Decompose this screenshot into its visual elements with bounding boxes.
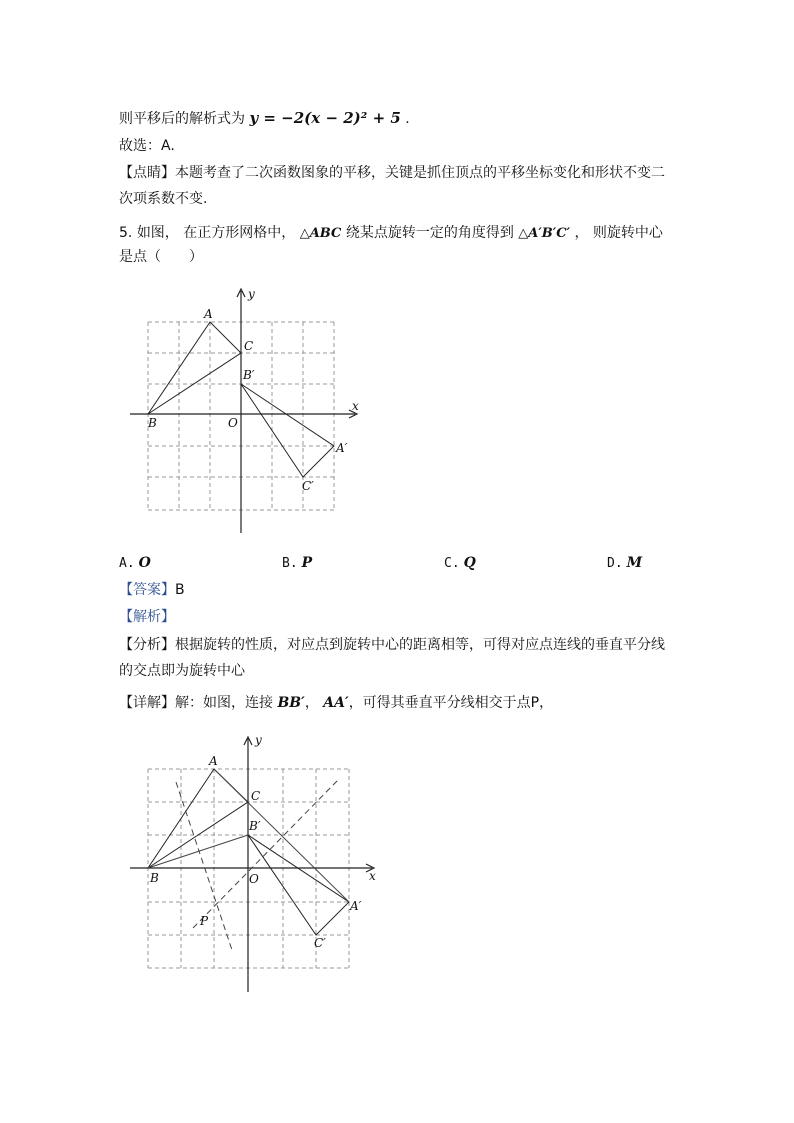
segment-bb1 xyxy=(148,835,248,868)
fig2-point-p: P xyxy=(200,914,209,928)
answer-line xyxy=(119,580,185,600)
prev-result-prefix: 则平移后的解析式为 xyxy=(119,111,245,127)
analysis-text-1: 根据旋转的性质，对应点到旋转中心的距离相等，可得对应点连线的垂直平分线 xyxy=(175,637,665,653)
question-text-c: ， 则旋转中心 xyxy=(574,225,663,241)
fig1-point-b: B xyxy=(148,416,157,430)
option-c-value: Q xyxy=(463,555,476,571)
option-d[interactable]: D. M xyxy=(607,555,643,571)
question-triangle-2: △A′B′C′ xyxy=(518,226,570,241)
triangle-abc-2 xyxy=(148,769,248,868)
fig2-point-b1: B′ xyxy=(249,819,261,833)
fig1-x-label: x xyxy=(352,399,359,413)
fig2-origin-label: O xyxy=(249,872,259,886)
question-number: 5. xyxy=(119,225,133,241)
answer-value: B xyxy=(175,582,185,598)
fig2-y-label: y xyxy=(255,733,262,747)
prev-comment-line2: 次项系数不变. xyxy=(119,191,208,207)
option-b-value: P xyxy=(301,555,313,571)
fig1-point-a1: A′ xyxy=(336,441,348,455)
question-text-b: 绕某点旋转一定的角度得到 xyxy=(345,225,514,241)
question-triangle-1: △ABC xyxy=(299,226,342,241)
option-d-value: M xyxy=(626,555,643,571)
fig2-point-a1: A′ xyxy=(350,899,362,913)
detail-text-b: ，可得其垂直平分线相交于点P， xyxy=(348,695,554,711)
option-b[interactable]: B. P xyxy=(282,555,313,571)
analysis-line1 xyxy=(119,635,665,655)
prev-result-line xyxy=(119,108,410,129)
prev-result-suffix: . xyxy=(405,111,410,127)
fig2-point-c: C xyxy=(251,789,261,803)
question-figure xyxy=(125,283,365,538)
option-a-value: O xyxy=(138,555,151,571)
fig1-point-c: C xyxy=(244,339,254,353)
prev-choice-line: 故选：A. xyxy=(119,138,175,154)
answer-tag: 【答案】 xyxy=(119,582,175,598)
fig1-origin-label: O xyxy=(228,416,238,430)
fig2-point-a: A xyxy=(209,754,218,768)
triangle-a1b1c1 xyxy=(241,384,334,477)
figure2-axes xyxy=(130,737,374,992)
analysis-heading: 【解析】 xyxy=(119,609,175,625)
triangle-abc xyxy=(148,322,241,414)
analysis-line2: 的交点即为旋转中心 xyxy=(119,663,245,679)
prev-formula: y = −2(x − 2)² + 5 xyxy=(249,109,401,127)
question-line2: 是点（ ） xyxy=(119,249,203,265)
figure1-axes xyxy=(130,289,357,533)
option-c[interactable]: C. Q xyxy=(444,555,476,571)
fig2-point-c1: C′ xyxy=(314,936,326,950)
triangle-a1b1c1-2 xyxy=(248,835,349,935)
fig1-y-label: y xyxy=(248,287,255,301)
comment-tag: 【点睛】 xyxy=(119,165,175,181)
question-line1 xyxy=(119,223,663,244)
prev-comment-line1 xyxy=(119,163,665,183)
fig2-point-b: B xyxy=(150,871,159,885)
comment-text-1: 本题考查了二次函数图象的平移，关键是抓住顶点的平移坐标变化和形状不变二 xyxy=(175,165,665,181)
detail-seg-bb1: BB′ xyxy=(277,695,305,711)
fig2-x-label: x xyxy=(369,869,376,883)
fig1-point-a: A xyxy=(204,307,213,321)
detail-tag: 【详解】 xyxy=(119,695,175,711)
detail-text-a: 解：如图，连接 xyxy=(175,695,273,711)
solution-figure xyxy=(125,730,385,1000)
fig1-point-b1: B′ xyxy=(243,368,255,382)
detail-line: 【详解】解：如图，连接 BB′， AA′，可得其垂直平分线相交于点P， xyxy=(119,695,554,711)
detail-seg-aa1: AA′ xyxy=(323,695,349,711)
analysis-tag: 【分析】 xyxy=(119,637,175,653)
question-text-a: 如图， 在正方形网格中， xyxy=(136,225,296,241)
option-a[interactable]: A. O xyxy=(119,555,151,571)
fig1-point-c1: C′ xyxy=(302,479,314,493)
